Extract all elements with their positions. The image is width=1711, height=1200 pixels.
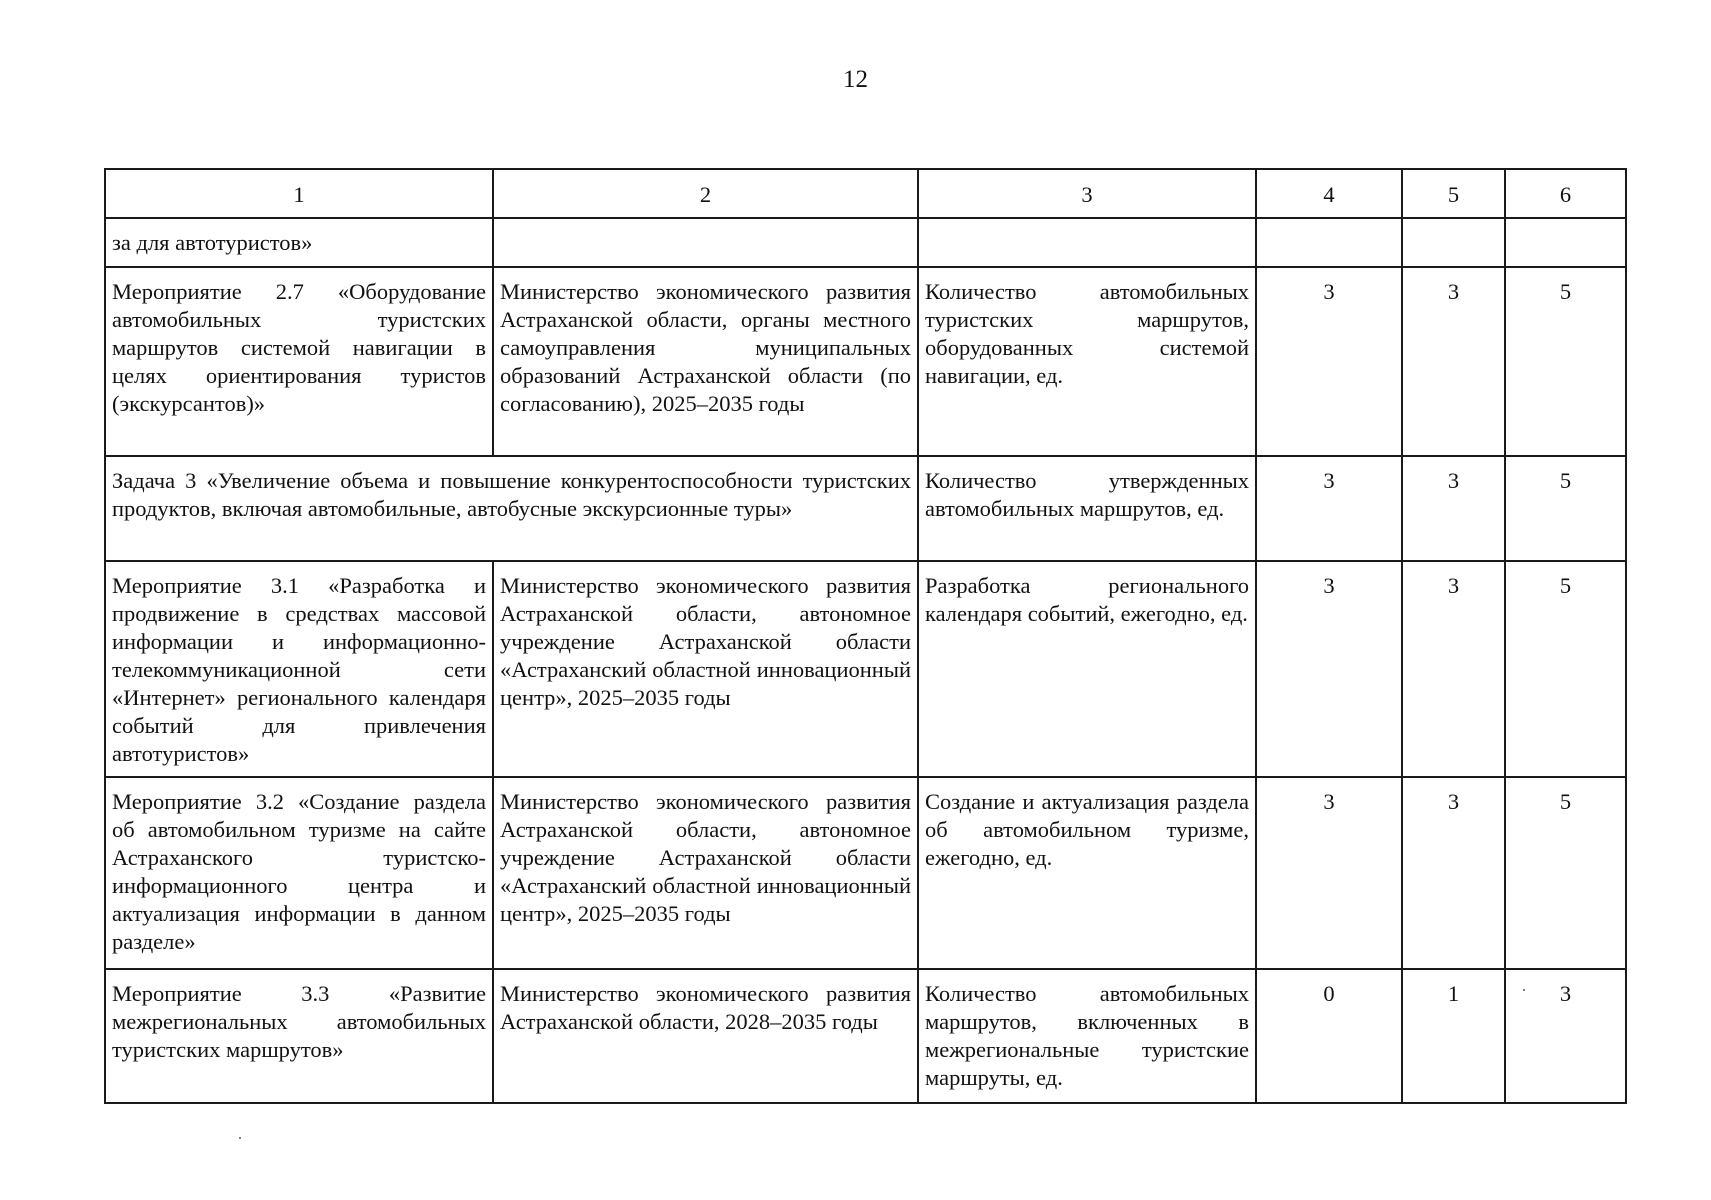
indicator-cell: Количество автомобильных маршрутов, включенных в межрегиональные туристские маршруты, ед. <box>918 969 1256 1103</box>
indicator-cell: Создание и актуализация раздела об автомобильном туризме, ежегодно, ед. <box>918 777 1256 969</box>
value-cell: 5 <box>1505 561 1626 777</box>
scan-speck <box>1523 989 1525 991</box>
value-cell: 5 <box>1505 456 1626 561</box>
column-header: 3 <box>918 169 1256 218</box>
task-cell: Задача 3 «Увеличение объема и повышение конкурентоспособности туристских продуктов, включая автомобильные, автобусные экскурсионные туры» <box>105 456 918 561</box>
page-number: 12 <box>843 66 868 93</box>
table-header-row <box>105 169 1626 218</box>
table-row <box>105 777 1626 969</box>
value-cell: 3 <box>1505 969 1626 1103</box>
value-cell <box>1256 218 1402 267</box>
table-row <box>105 267 1626 456</box>
value-cell: 3 <box>1256 456 1402 561</box>
task-row <box>105 456 1626 561</box>
table-row <box>105 561 1626 777</box>
value-cell: 0 <box>1256 969 1402 1103</box>
executor-cell: Министерство экономического развития Астраханской области, автономное учреждение Астраханской области «Астраханский областной инновационный центр», 2025–2035 годы <box>493 561 918 777</box>
column-header: 5 <box>1402 169 1505 218</box>
value-cell: 3 <box>1402 267 1505 456</box>
value-cell <box>1505 218 1626 267</box>
executor-cell: Министерство экономического развития Астраханской области, органы местного самоуправления муниципальных образований Астраханской области (по согласованию), 2025–2035 годы <box>493 267 918 456</box>
indicator-cell: Количество автомобильных туристских маршрутов, оборудованных системой навигации, ед. <box>918 267 1256 456</box>
measures-table <box>104 168 1627 1104</box>
event-cell: Мероприятие 2.7 «Оборудование автомобильных туристских маршрутов системой навигации в целях ориентирования туристов (экскурсантов)» <box>105 267 493 456</box>
value-cell <box>1402 218 1505 267</box>
scan-speck <box>239 1137 241 1139</box>
value-cell: 3 <box>1256 561 1402 777</box>
value-cell: 5 <box>1505 267 1626 456</box>
value-cell: 3 <box>1256 777 1402 969</box>
indicator-cell: Разработка регионального календаря событий, ежегодно, ед. <box>918 561 1256 777</box>
executor-cell: Министерство экономического развития Астраханской области, 2028–2035 годы <box>493 969 918 1103</box>
column-header: 2 <box>493 169 918 218</box>
value-cell: 3 <box>1256 267 1402 456</box>
value-cell: 3 <box>1402 456 1505 561</box>
indicator-cell: Количество утвержденных автомобильных маршрутов, ед. <box>918 456 1256 561</box>
indicator-cell <box>918 218 1256 267</box>
executor-cell: Министерство экономического развития Астраханской области, автономное учреждение Астраханской области «Астраханский областной инновационный центр», 2025–2035 годы <box>493 777 918 969</box>
executor-cell <box>493 218 918 267</box>
column-header: 6 <box>1505 169 1626 218</box>
event-cell: Мероприятие 3.1 «Разработка и продвижение в средствах массовой информации и информационно-телекоммуникационной сети «Интернет» регионального календаря событий для привлечения автотуристов» <box>105 561 493 777</box>
value-cell: 3 <box>1402 561 1505 777</box>
table-row <box>105 218 1626 267</box>
value-cell: 5 <box>1505 777 1626 969</box>
column-header: 1 <box>105 169 493 218</box>
value-cell: 1 <box>1402 969 1505 1103</box>
event-cell: Мероприятие 3.2 «Создание раздела об автомобильном туризме на сайте Астраханского туристско-информационного центра и актуализация информации в данном разделе» <box>105 777 493 969</box>
event-cell: за для автотуристов» <box>105 218 493 267</box>
event-cell: Мероприятие 3.3 «Развитие межрегиональных автомобильных туристских маршрутов» <box>105 969 493 1103</box>
value-cell: 3 <box>1402 777 1505 969</box>
column-header: 4 <box>1256 169 1402 218</box>
table-row <box>105 969 1626 1103</box>
